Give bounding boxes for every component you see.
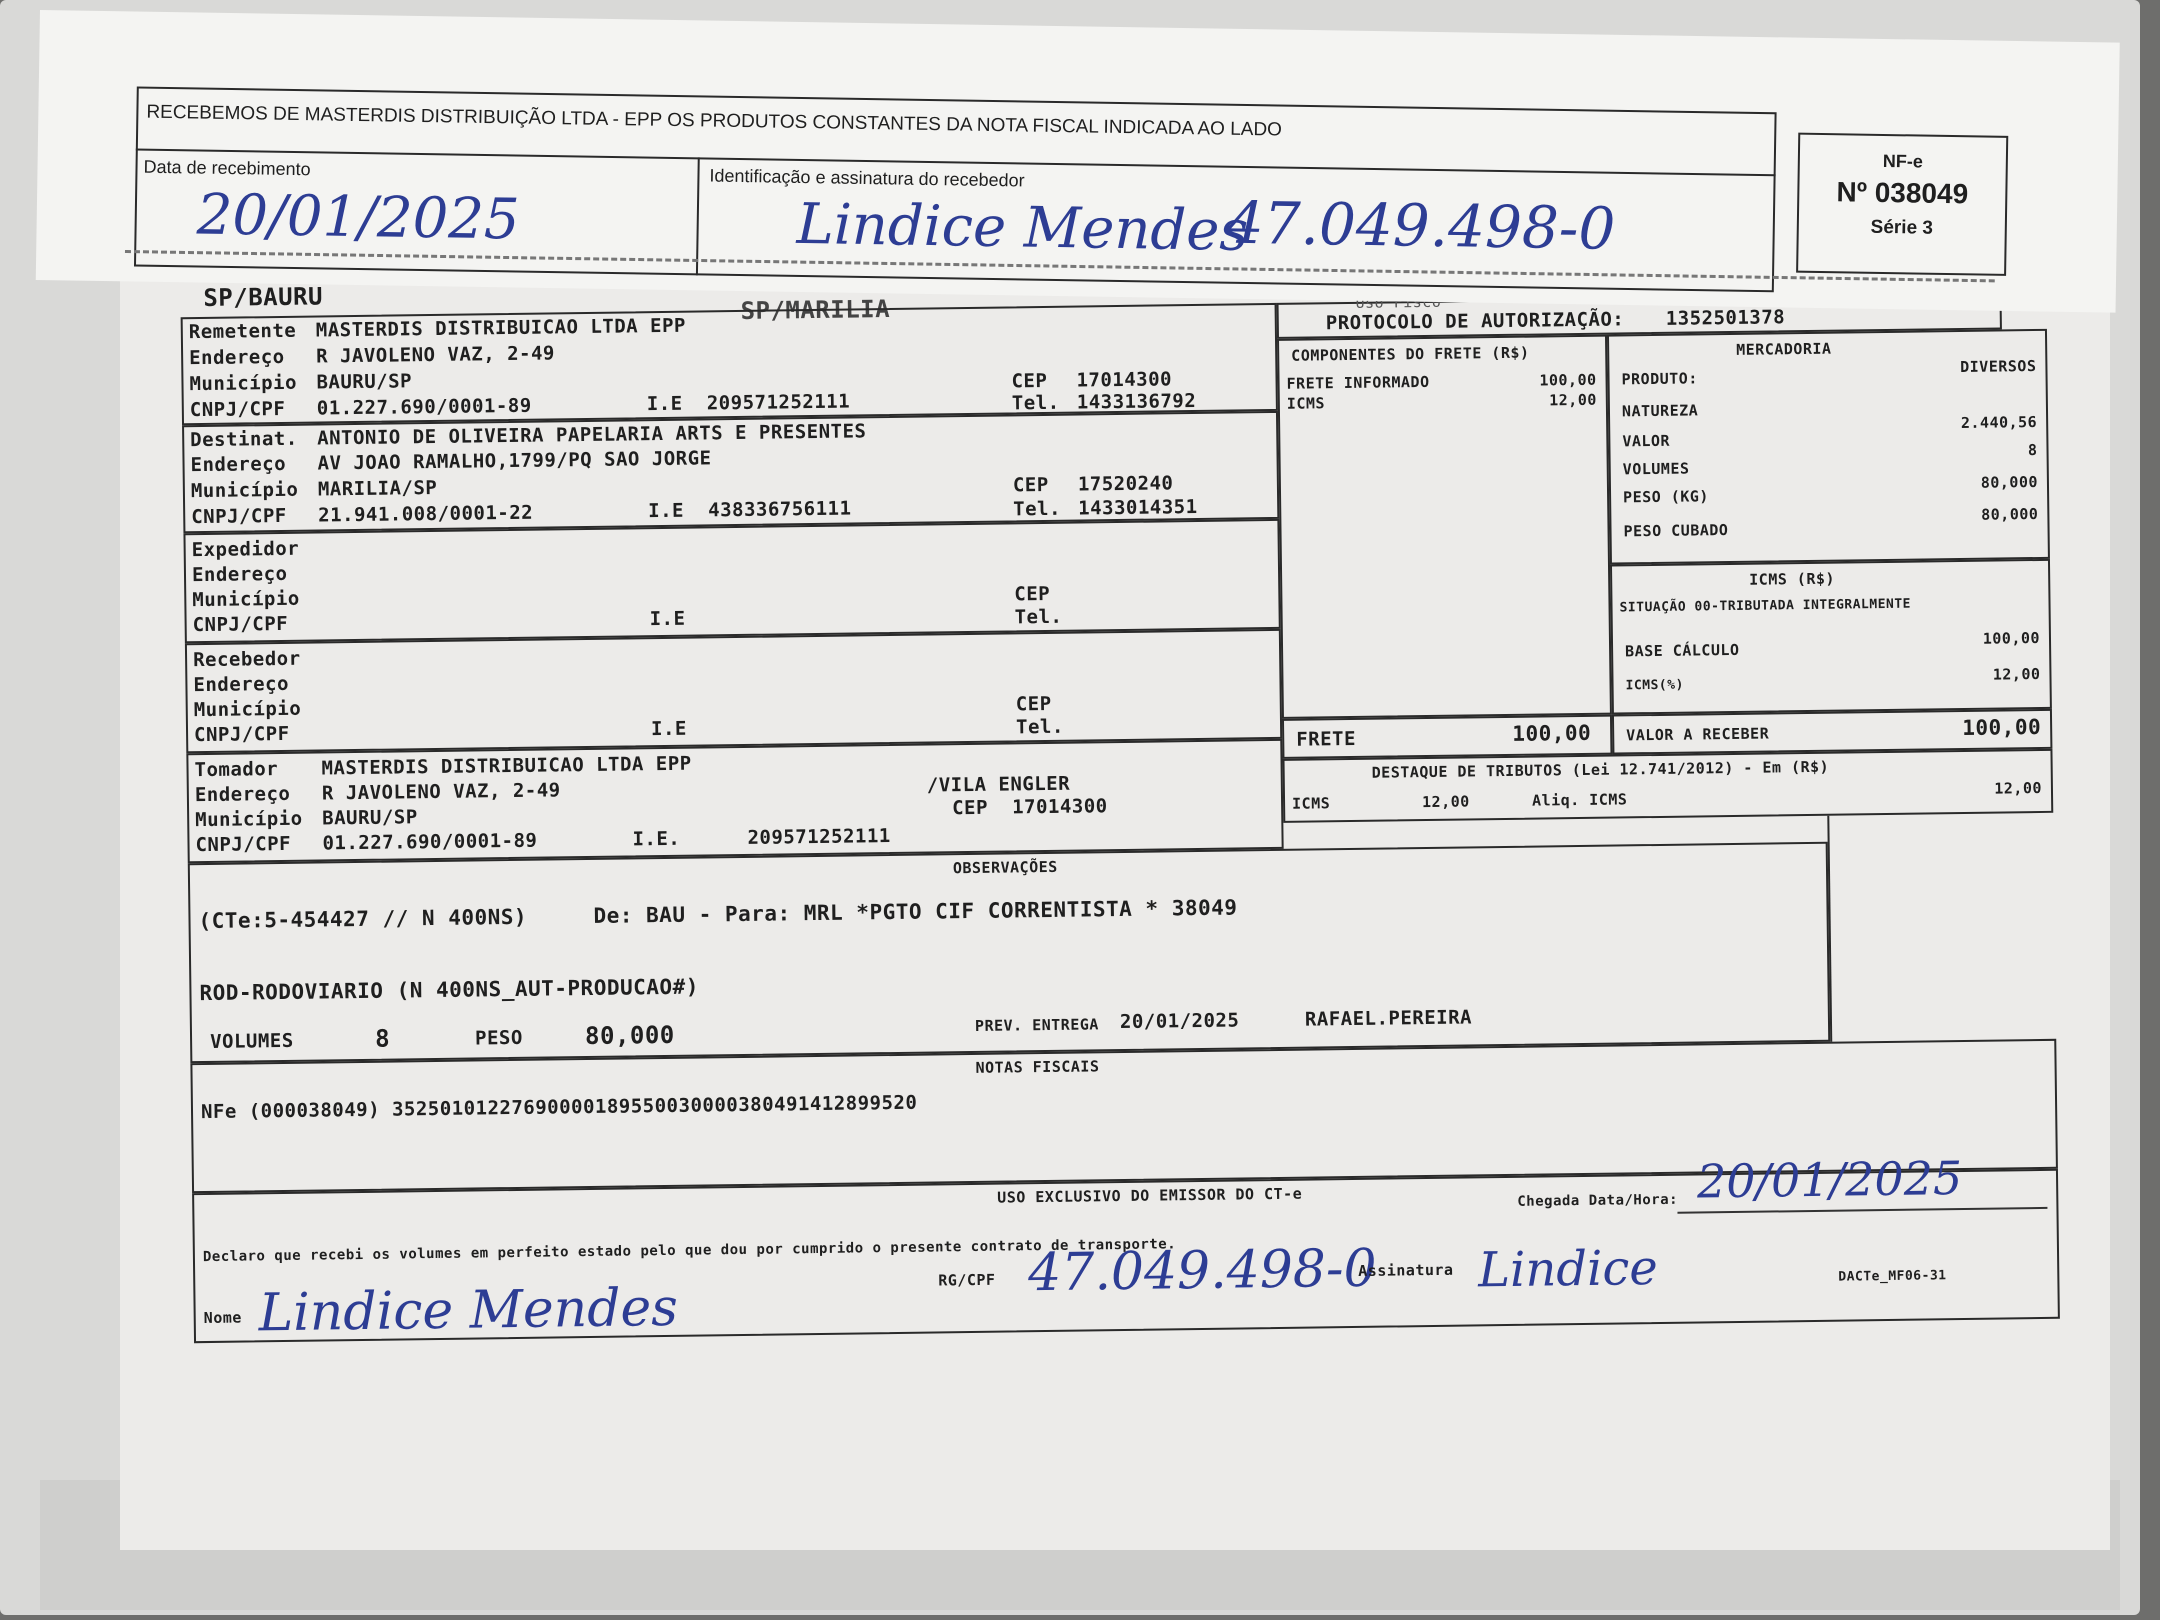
chegada-label: Chegada Data/Hora: bbox=[1517, 1191, 1679, 1210]
destinatario-tel-label: Tel. bbox=[1013, 497, 1062, 521]
tomador-cep-label: CEP bbox=[951, 796, 989, 820]
valor-receber-label: VALOR A RECEBER bbox=[1626, 724, 1770, 745]
remetente-cnpj-label: CNPJ/CPF bbox=[189, 397, 286, 422]
icms-aliq-value: 12,00 bbox=[1992, 664, 2041, 684]
receipt-date-value: 20/01/2025 bbox=[196, 182, 521, 253]
tributos-title: DESTAQUE DE TRIBUTOS (Lei 12.741/2012) - Em (R$) bbox=[1371, 757, 1830, 782]
nome-label: Nome bbox=[203, 1308, 242, 1328]
cte-form bbox=[125, 244, 2135, 1420]
expedidor-cnpj-label: CNPJ/CPF bbox=[192, 612, 289, 637]
declaro-text: Declaro que recebi os volumes em perfeito estado pelo que dou por cumprido o presente contrato de transporte. bbox=[202, 1236, 1177, 1266]
produto-label: PRODUTO: bbox=[1621, 369, 1698, 389]
tomador-bairro: /VILA ENGLER bbox=[926, 772, 1071, 797]
expedidor-label: Expedidor bbox=[191, 537, 300, 562]
uso-exclusivo-label: USO EXCLUSIVO DO EMISSOR DO CT-e bbox=[997, 1184, 1303, 1207]
remetente-endereco: R JAVOLENO VAZ, 2-49 bbox=[316, 342, 556, 368]
tomador-cnpj: 01.227.690/0001-89 bbox=[322, 829, 538, 855]
frete-icms-value: 12,00 bbox=[1549, 390, 1597, 410]
tomador-endereco: R JAVOLENO VAZ, 2-49 bbox=[321, 779, 561, 805]
peso-label: PESO (KG) bbox=[1622, 487, 1709, 507]
destinatario-cep: 17520240 bbox=[1077, 472, 1174, 496]
destinatario-cep-label: CEP bbox=[1012, 473, 1049, 497]
valor-value: 2.440,56 bbox=[1960, 412, 2038, 432]
obs-volumes-label: VOLUMES bbox=[209, 1029, 294, 1053]
icms-title: ICMS (R$) bbox=[1749, 569, 1836, 589]
observacoes-side bbox=[1827, 813, 2056, 1042]
remetente-ie: 209571252111 bbox=[706, 390, 851, 415]
tributos-icms-value: 12,00 bbox=[1421, 792, 1470, 812]
expedidor-tel-label: Tel. bbox=[1014, 605, 1063, 629]
remetente-ie-label: I.E bbox=[646, 392, 683, 416]
tomador-endereco-label: Endereço bbox=[194, 782, 291, 807]
expedidor-block bbox=[183, 519, 1280, 643]
remetente-tel: 1433136792 bbox=[1076, 389, 1197, 414]
nfe-label: NF-e bbox=[1882, 150, 1924, 172]
observacoes-line1: (CTe:5-454427 // N 400NS) bbox=[198, 904, 528, 934]
volumes-label: VOLUMES bbox=[1622, 459, 1690, 479]
nfe-number: Nº 038049 bbox=[1836, 176, 1969, 210]
peso-cubado-label: PESO CUBADO bbox=[1623, 521, 1729, 541]
tomador-municipio: BAURU/SP bbox=[322, 806, 418, 830]
route-destination: SP/MARILIA bbox=[740, 294, 891, 325]
destinatario-cnpj: 21.941.008/0001-22 bbox=[318, 501, 534, 527]
notas-line: NFe (000038049) 35250101227690000189550030000380491412899520 bbox=[200, 1091, 918, 1124]
frete-informado-label: FRETE INFORMADO bbox=[1286, 372, 1430, 393]
expedidor-municipio-label: Município bbox=[192, 587, 300, 612]
recebedor-label: Recebedor bbox=[192, 647, 301, 672]
notas-title: NOTAS FISCAIS bbox=[975, 1057, 1100, 1077]
assinatura-handwritten: Lindice bbox=[1477, 1240, 1659, 1299]
recebedor-ie-label: I.E bbox=[650, 717, 688, 741]
recebedor-block bbox=[185, 629, 1282, 753]
destinatario-tel: 1433014351 bbox=[1078, 495, 1198, 520]
prev-entrega-label: PREV. ENTREGA bbox=[974, 1015, 1099, 1035]
receipt-header: RECEBEMOS DE MASTERDIS DISTRIBUIÇÃO LTDA - EPP OS PRODUTOS CONSTANTES DA NOTA FISCAL INDICADA AO LADO bbox=[146, 101, 1283, 141]
route-origin: SP/BAURU bbox=[203, 282, 324, 312]
destinatario-municipio-label: Município bbox=[190, 478, 299, 503]
receiver-document: 47.049.498-0 bbox=[1226, 188, 1616, 263]
tomador-cnpj-label: CNPJ/CPF bbox=[195, 832, 292, 857]
observacoes-line1b: De: BAU - Para: MRL *PGTO CIF CORRENTISTA * 38049 bbox=[593, 895, 1238, 928]
rg-label: RG/CPF bbox=[938, 1270, 996, 1290]
destinatario-endereco: AV JOAO RAMALHO,1799/PQ SAO JORGE bbox=[317, 447, 712, 475]
rg-handwritten: 47.049.498-0 bbox=[1027, 1238, 1377, 1304]
icms-base-label: BASE CÁLCULO bbox=[1625, 640, 1740, 661]
protocol-label: PROTOCOLO DE AUTORIZAÇÃO: bbox=[1325, 308, 1625, 335]
frete-total-value: 100,00 bbox=[1512, 720, 1592, 746]
peso-value: 80,000 bbox=[1980, 472, 2039, 492]
frete-components-title: COMPONENTES DO FRETE (R$) bbox=[1291, 343, 1530, 365]
recebedor-municipio-label: Município bbox=[193, 697, 302, 722]
peso-cubado-value: 80,000 bbox=[1981, 504, 2039, 524]
destinatario-ie-label: I.E bbox=[648, 499, 685, 523]
receipt-signature-label: Identificação e assinatura do recebedor bbox=[709, 165, 1025, 191]
frete-total-label: FRETE bbox=[1296, 727, 1357, 751]
receiver-signature: Lindice Mendes bbox=[796, 191, 1249, 265]
obs-volumes-value: 8 bbox=[374, 1024, 391, 1053]
tomador-ie: 209571252111 bbox=[747, 825, 891, 849]
tomador-label: Tomador bbox=[194, 758, 279, 782]
remetente-municipio-label: Município bbox=[189, 371, 298, 396]
tomador-cep: 17014300 bbox=[1011, 795, 1108, 819]
recebedor-cep-label: CEP bbox=[1015, 692, 1052, 716]
remetente-cep: 17014300 bbox=[1076, 368, 1173, 392]
protocol-value: 1352501378 bbox=[1665, 306, 1786, 330]
frete-informado-value: 100,00 bbox=[1539, 370, 1597, 390]
recebedor-tel-label: Tel. bbox=[1015, 715, 1064, 739]
observacoes-title: OBSERVAÇÕES bbox=[952, 857, 1058, 878]
receipt-date-label: Data de recebimento bbox=[143, 156, 311, 180]
tributos-aliq-value: 12,00 bbox=[1994, 778, 2043, 798]
volumes-value: 8 bbox=[2027, 440, 2038, 460]
prev-entrega-value: 20/01/2025 bbox=[1119, 1009, 1240, 1034]
remetente-cnpj: 01.227.690/0001-89 bbox=[316, 394, 532, 420]
icms-situacao: SITUAÇÃO 00-TRIBUTADA INTEGRALMENTE bbox=[1619, 596, 1912, 616]
destinatario-ie: 438336756111 bbox=[708, 497, 852, 522]
frete-icms-label: ICMS bbox=[1286, 394, 1326, 413]
expedidor-ie-label: I.E bbox=[649, 607, 686, 631]
obs-peso-value: 80,000 bbox=[584, 1020, 675, 1051]
mercadoria-title: MERCADORIA bbox=[1736, 339, 1832, 359]
recebedor-endereco-label: Endereço bbox=[193, 672, 290, 697]
obs-peso-label: PESO bbox=[474, 1026, 523, 1050]
destinatario-name: ANTONIO DE OLIVEIRA PAPELARIA ARTS E PRESENTES bbox=[317, 420, 867, 450]
tomador-name: MASTERDIS DISTRIBUICAO LTDA EPP bbox=[321, 752, 692, 780]
natureza-label: NATUREZA bbox=[1621, 401, 1699, 421]
nfe-serie: Série 3 bbox=[1870, 216, 1934, 239]
nome-handwritten: Lindice Mendes bbox=[258, 1277, 679, 1344]
tomador-ie-label: I.E. bbox=[632, 827, 681, 851]
recebedor-cnpj-label: CNPJ/CPF bbox=[193, 722, 290, 747]
fisco-label: Uso Fisco bbox=[1355, 292, 1442, 312]
remetente-municipio: BAURU/SP bbox=[316, 370, 413, 394]
icms-aliq-label: ICMS(%) bbox=[1625, 677, 1684, 694]
valor-label: VALOR bbox=[1622, 431, 1671, 451]
tributos-aliq-label: Aliq. ICMS bbox=[1531, 790, 1628, 810]
destinatario-municipio: MARILIA/SP bbox=[317, 476, 438, 501]
tributos-icms-label: ICMS bbox=[1291, 794, 1331, 813]
remetente-name: MASTERDIS DISTRIBUICAO LTDA EPP bbox=[315, 314, 687, 342]
expedidor-cep-label: CEP bbox=[1014, 582, 1051, 606]
destinatario-endereco-label: Endereço bbox=[190, 452, 287, 477]
remetente-tel-label: Tel. bbox=[1011, 391, 1060, 415]
icms-base-value: 100,00 bbox=[1982, 628, 2041, 648]
emissor-name: RAFAEL.PEREIRA bbox=[1304, 1006, 1473, 1031]
remetente-label: Remetente bbox=[188, 319, 297, 344]
dacte-code: DACTe_MF06-31 bbox=[1838, 1268, 1947, 1285]
remetente-endereco-label: Endereço bbox=[189, 345, 285, 370]
remetente-cep-label: CEP bbox=[1011, 369, 1048, 393]
chegada-handwritten: 20/01/2025 bbox=[1696, 1151, 1963, 1209]
produto-value: DIVERSOS bbox=[1960, 356, 2037, 376]
destinatario-cnpj-label: CNPJ/CPF bbox=[191, 504, 287, 529]
expedidor-endereco-label: Endereço bbox=[191, 562, 288, 587]
observacoes-line2: ROD-RODOVIARIO (N 400NS_AUT-PRODUCAO#) bbox=[199, 974, 700, 1006]
tomador-municipio-label: Município bbox=[195, 807, 303, 832]
valor-receber-value: 100,00 bbox=[1962, 714, 2042, 740]
assinatura-label: Assinatura bbox=[1358, 1260, 1454, 1280]
destinatario-label: Destinat. bbox=[190, 427, 298, 452]
